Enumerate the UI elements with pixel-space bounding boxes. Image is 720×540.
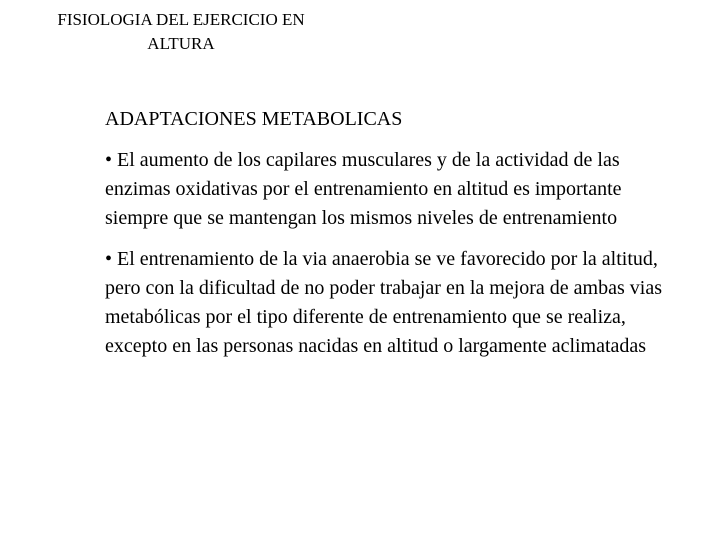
slide-title-line-2: ALTURA: [147, 34, 215, 53]
bullet-item: • El aumento de los capilares musculares y de la actividad de las enzimas oxidativas por el entrenamiento en altitud es importante siempre que se mantengan los mismos niveles de entrenamiento: [105, 149, 622, 229]
slide-content: [105, 105, 685, 373]
bullet-item: • El entrenamiento de la via anaerobia se ve favorecido por la altitud, pero con la dificultad de no poder trabajar en la mejora de ambas vias metabólicas por el tipo diferente de entrenamiento que se realiza, excepto en las personas nacidas en altitud o largamente aclimatadas: [105, 248, 662, 357]
slide-title-line-1: FISIOLOGIA DEL EJERCICIO EN: [57, 10, 305, 29]
section-heading: ADAPTACIONES METABOLICAS: [105, 108, 403, 130]
slide-title: [0, 8, 362, 56]
